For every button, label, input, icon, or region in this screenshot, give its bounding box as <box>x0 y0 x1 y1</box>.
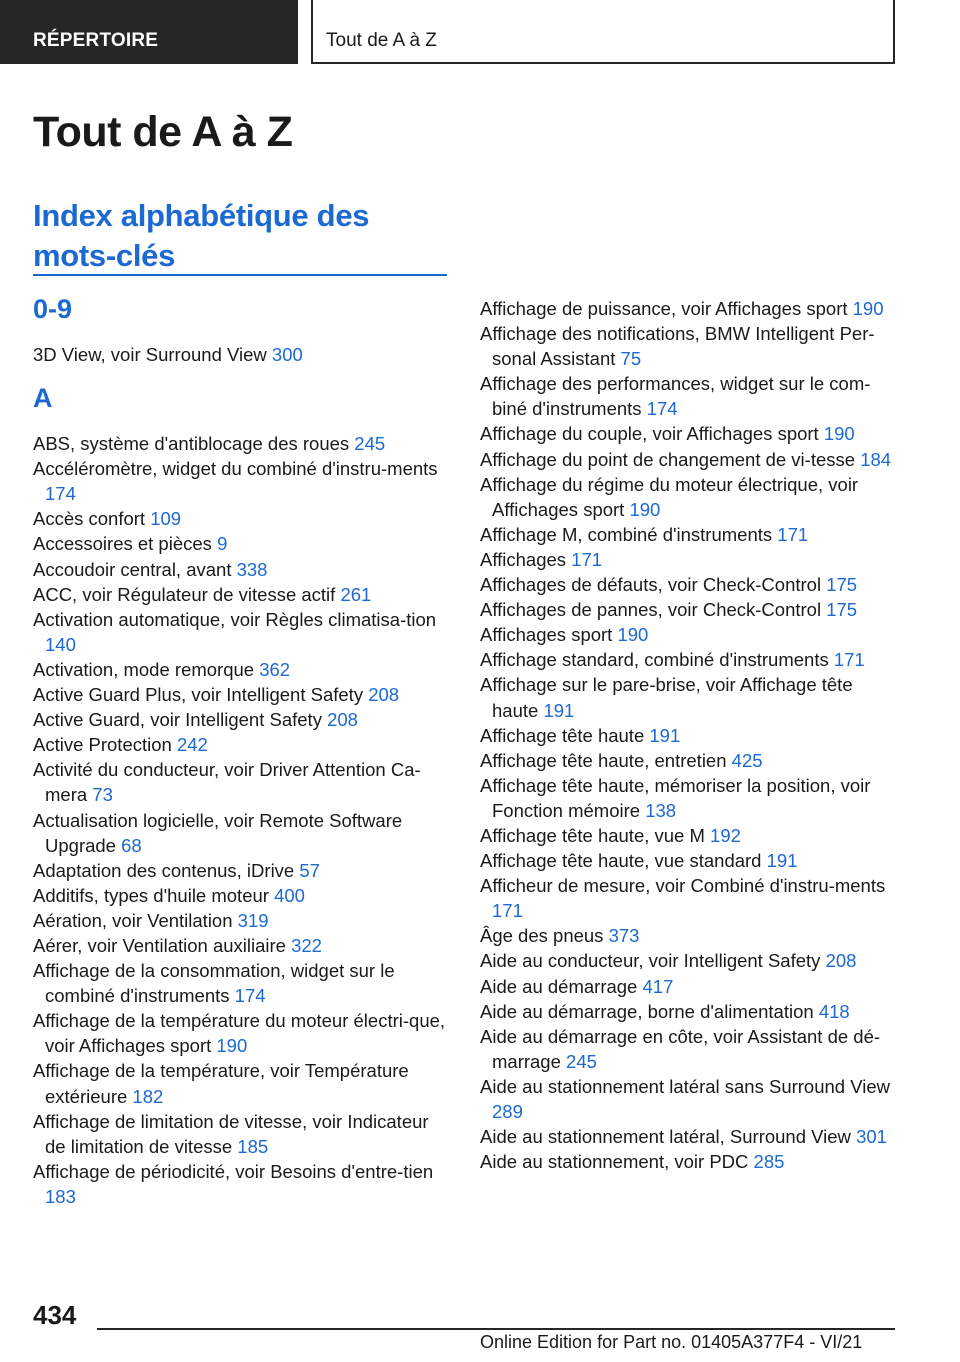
index-group-heading-0-9: 0-9 <box>33 294 73 324</box>
index-entry-page-link[interactable]: 425 <box>731 749 763 771</box>
index-entry <box>480 421 900 446</box>
index-entry-page-link[interactable]: 242 <box>176 734 208 756</box>
header-tab-section[interactable]: RÉPERTOIRE <box>0 0 298 64</box>
index-entry-term: ABS, système d'antiblocage des roues <box>33 433 355 455</box>
page-title: Tout de A à Z <box>33 108 293 156</box>
index-entry <box>33 1058 453 1108</box>
index-entry-page-link[interactable]: 75 <box>620 348 642 370</box>
index-entry-term: Aide au stationnement, voir PDC <box>480 1151 754 1173</box>
index-entry-term: Accès confort <box>33 508 151 530</box>
index-entry <box>33 506 453 531</box>
index-entry <box>480 547 900 572</box>
index-entry-term: Affichage de puissance, voir Affichages sport <box>480 298 853 319</box>
index-entry <box>480 572 900 597</box>
index-entry-page-link[interactable]: 285 <box>753 1151 785 1173</box>
index-entry-term: Actualisation logicielle, voir Remote Software Upgrade <box>33 809 403 856</box>
index-entry-page-link[interactable]: 373 <box>608 925 640 947</box>
index-group-heading-a: A <box>33 383 53 414</box>
index-entry <box>480 522 900 547</box>
index-entry-page-link[interactable]: 109 <box>150 508 182 530</box>
index-entry-term: Aération, voir Ventilation <box>33 909 238 931</box>
index-entry-page-link[interactable]: 322 <box>291 934 322 956</box>
index-entry <box>480 447 900 472</box>
index-entry-page-link[interactable]: 183 <box>45 1185 76 1207</box>
index-entry-term: ACC, voir Régulateur de vitesse actif <box>33 583 341 605</box>
index-entry-page-link[interactable]: 208 <box>825 950 857 972</box>
index-entry-page-link[interactable]: 174 <box>234 985 266 1007</box>
index-entry-page-link[interactable]: 300 <box>271 344 303 365</box>
index-entry-page-link[interactable]: 261 <box>340 583 372 605</box>
index-entry-term: Aide au stationnement latéral sans Surround View <box>480 1075 890 1097</box>
header-tab-chapter[interactable]: Tout de A à Z <box>311 0 895 64</box>
index-entry <box>33 958 453 1008</box>
index-entry-term: Affichage des performances, widget sur le com-biné d'instruments <box>480 373 871 420</box>
index-entry-page-link[interactable]: 190 <box>216 1035 248 1057</box>
index-entry-term: Aide au démarrage <box>480 975 643 997</box>
index-entry-page-link[interactable]: 171 <box>777 523 809 545</box>
index-entry-term: Aérer, voir Ventilation auxiliaire <box>33 934 292 956</box>
index-entry-page-link[interactable]: 140 <box>45 633 76 655</box>
index-entry-page-link[interactable]: 138 <box>645 799 677 821</box>
index-entry <box>480 923 900 948</box>
index-entry <box>480 1149 900 1174</box>
index-entry-page-link[interactable]: 184 <box>860 448 892 470</box>
index-entry <box>480 371 900 421</box>
index-entry-term: Affichage tête haute <box>480 724 650 746</box>
index-entry <box>480 873 900 923</box>
index-entry <box>33 1008 453 1058</box>
index-entry-term: Activation automatique, voir Règles climatisa-tion <box>33 608 437 630</box>
index-entry-page-link[interactable]: 301 <box>856 1126 887 1148</box>
index-entry-term: Active Guard, voir Intelligent Safety <box>33 709 328 731</box>
index-entry-page-link[interactable]: 190 <box>629 498 661 520</box>
index-entry-page-link[interactable]: 208 <box>368 684 400 706</box>
index-entry <box>480 848 900 873</box>
index-entry <box>480 723 900 748</box>
index-entry-term: Affichage de limitation de vitesse, voir Indicateur de limitation de vitesse <box>33 1110 429 1157</box>
index-entry-term: Affichage de la température du moteur électri-que, voir Affichages sport <box>33 1010 446 1057</box>
index-entry <box>480 823 900 848</box>
index-entry <box>480 1024 900 1074</box>
index-entry-term: Affichage tête haute, vue M <box>480 824 711 846</box>
index-entry-page-link[interactable]: 192 <box>710 824 741 846</box>
index-entry <box>33 607 453 657</box>
index-entry-page-link[interactable]: 171 <box>833 649 865 671</box>
index-entry-term: Activité du conducteur, voir Driver Attention Ca-mera <box>33 759 421 806</box>
index-entry-page-link[interactable]: 191 <box>766 850 798 872</box>
index-entry-page-link[interactable]: 400 <box>274 884 305 906</box>
index-entry-page-link[interactable]: 208 <box>327 709 358 731</box>
index-entry-term: Affichage de périodicité, voir Besoins d'entre-tien <box>33 1160 434 1182</box>
index-column-left <box>33 294 453 1209</box>
index-entry <box>33 858 453 883</box>
index-entry <box>480 296 900 321</box>
index-entry <box>33 682 453 707</box>
index-entry-term: Affichage tête haute, vue standard <box>480 850 767 872</box>
index-entry-page-link[interactable]: 190 <box>852 298 884 319</box>
index-entry-page-link[interactable]: 245 <box>566 1050 597 1072</box>
index-entry <box>33 531 453 556</box>
index-entry-page-link[interactable]: 9 <box>217 533 228 555</box>
index-entry-term: Affichage standard, combiné d'instruments <box>480 649 834 671</box>
index-entry-term: Affichages <box>480 548 572 570</box>
index-entry-page-link[interactable]: 319 <box>237 909 269 931</box>
index-column-right <box>480 296 900 1174</box>
index-entry-term: Accessoires et pièces <box>33 533 218 555</box>
index-entry <box>33 757 453 807</box>
index-entry-page-link[interactable]: 68 <box>121 834 142 856</box>
index-entry-term: Aide au démarrage en côte, voir Assistant de dé-marrage <box>480 1025 881 1072</box>
index-entry <box>480 321 900 371</box>
index-entry <box>480 597 900 622</box>
index-entry-term: Active Protection <box>33 734 177 756</box>
index-entry-page-link[interactable]: 174 <box>646 398 678 420</box>
index-entry-term: Affichage M, combiné d'instruments <box>480 523 778 545</box>
index-entry-term: Accoudoir central, avant <box>33 558 237 580</box>
index-entry <box>33 883 453 908</box>
index-entry <box>33 1109 453 1159</box>
footer-divider <box>97 1328 895 1330</box>
index-entry <box>480 672 900 722</box>
index-entry-page-link[interactable]: 174 <box>45 483 76 505</box>
index-entry-term: Affichage de la température, voir Température extérieure <box>33 1060 409 1107</box>
index-entry <box>33 431 453 456</box>
index-entry-page-link[interactable]: 190 <box>617 624 649 646</box>
section-divider <box>33 274 447 276</box>
index-entry-term: Affichages de pannes, voir Check-Control <box>480 599 827 621</box>
index-entry <box>480 974 900 999</box>
index-entry-term: 3D View, voir Surround View <box>33 344 272 365</box>
index-entry <box>480 472 900 522</box>
index-entry <box>33 808 453 858</box>
page-number: 434 <box>33 1300 77 1330</box>
index-entry-page-link[interactable]: 171 <box>492 900 523 922</box>
index-entry-term: Aide au stationnement latéral, Surround View <box>480 1126 857 1148</box>
index-entry-term: Afficheur de mesure, voir Combiné d'instru-ments <box>480 875 886 897</box>
index-entry-term: Adaptation des contenus, iDrive <box>33 859 300 881</box>
index-entry-term: Aide au démarrage, borne d'alimentation <box>480 1000 819 1022</box>
index-entry-term: Âge des pneus <box>480 925 609 947</box>
index-entry <box>480 1074 900 1124</box>
index-entry-page-link[interactable]: 57 <box>299 859 320 881</box>
index-entry-term: Affichage des notifications, BMW Intelligent Per-sonal Assistant <box>480 323 875 370</box>
index-entry <box>33 582 453 607</box>
index-entry <box>480 647 900 672</box>
index-entry-page-link[interactable]: 175 <box>826 599 858 621</box>
index-entry-page-link[interactable]: 417 <box>642 975 674 997</box>
index-entry-term: Affichage tête haute, mémoriser la position, voir Fonction mémoire <box>480 774 871 821</box>
index-entry <box>480 948 900 973</box>
index-list-0-9 <box>33 342 453 367</box>
index-list-a-right <box>480 296 900 1174</box>
index-entry-term: Active Guard Plus, voir Intelligent Safety <box>33 684 369 706</box>
index-entry-term: Affichages sport <box>480 624 618 646</box>
index-entry-term: Affichage du point de changement de vi-tesse <box>480 448 861 470</box>
section-title: Index alphabétique des mots-clés <box>33 198 370 273</box>
index-entry <box>33 707 453 732</box>
index-entry-page-link[interactable]: 418 <box>818 1000 850 1022</box>
index-entry-page-link[interactable]: 182 <box>132 1085 164 1107</box>
index-entry-page-link[interactable]: 190 <box>823 423 855 445</box>
index-entry-page-link[interactable]: 362 <box>259 658 291 680</box>
index-entry-term: Affichage tête haute, entretien <box>480 749 732 771</box>
index-entry <box>480 773 900 823</box>
index-entry-page-link[interactable]: 245 <box>354 433 386 455</box>
index-entry <box>33 933 453 958</box>
index-entry-page-link[interactable]: 73 <box>92 784 113 806</box>
index-entry <box>480 999 900 1024</box>
footer-edition-text: Online Edition for Part no. 01405A377F4 - VI/21 <box>480 1332 863 1352</box>
index-entry-page-link[interactable]: 171 <box>571 548 603 570</box>
index-entry-term: Affichage de la consommation, widget sur le combiné d'instruments <box>33 960 395 1007</box>
index-entry-term: Affichage du couple, voir Affichages sport <box>480 423 824 445</box>
index-entry <box>33 732 453 757</box>
index-entry <box>33 342 453 367</box>
index-entry-page-link[interactable]: 191 <box>543 699 575 721</box>
index-entry <box>33 908 453 933</box>
index-entry-page-link[interactable]: 289 <box>492 1101 523 1122</box>
index-entry <box>480 1124 900 1149</box>
index-entry-term: Affichage du régime du moteur électrique, voir Affichages sport <box>480 473 859 520</box>
index-entry-term: Aide au conducteur, voir Intelligent Safety <box>480 950 826 972</box>
index-entry-term: Affichage sur le pare-brise, voir Affichage tête haute <box>480 674 853 721</box>
index-entry <box>480 748 900 773</box>
index-list-a-left <box>33 431 453 1209</box>
index-entry <box>33 456 453 506</box>
index-entry-term: Activation, mode remorque <box>33 658 260 680</box>
index-entry-term: Affichages de défauts, voir Check-Control <box>480 574 827 596</box>
index-entry <box>33 657 453 682</box>
index-entry-term: Accéléromètre, widget du combiné d'instru-ments <box>33 458 438 480</box>
index-entry <box>480 622 900 647</box>
index-entry-term: Additifs, types d'huile moteur <box>33 884 275 906</box>
index-entry <box>33 557 453 582</box>
index-entry-page-link[interactable]: 191 <box>649 724 681 746</box>
index-entry-page-link[interactable]: 175 <box>826 574 858 596</box>
index-entry <box>33 1159 453 1209</box>
index-entry-page-link[interactable]: 185 <box>237 1135 269 1157</box>
index-entry-page-link[interactable]: 338 <box>236 558 268 580</box>
